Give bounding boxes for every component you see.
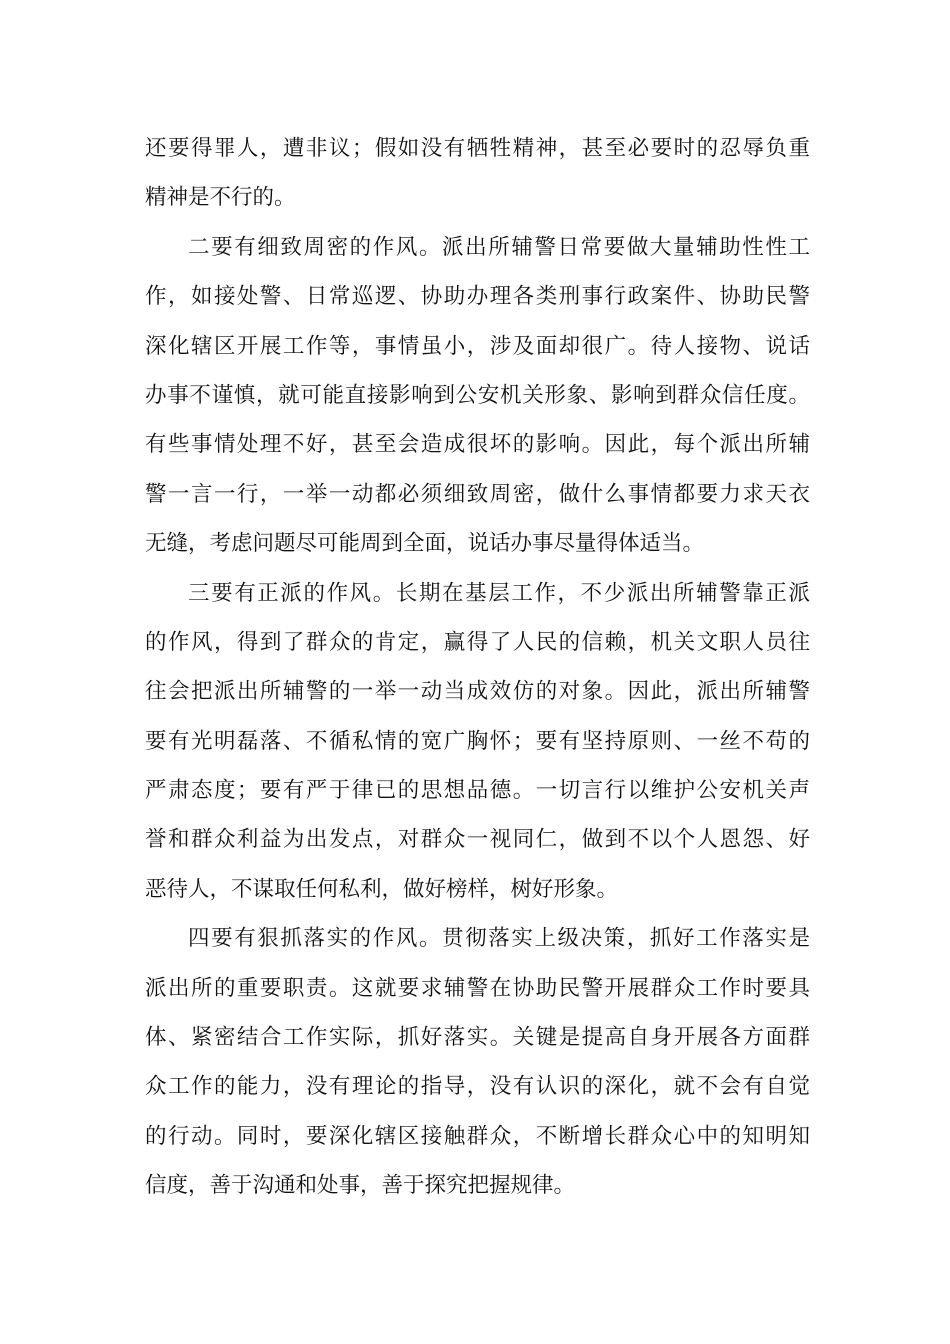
line-text: 三要有正派的作风。长期在基层工作，不少派出所辅警靠正派: [188, 580, 812, 606]
line-text: 无缝，考虑问题尽可能周到全面，说话办事尽量得体适当。: [145, 531, 705, 557]
text-line-22: [145, 1161, 810, 1210]
text-line-13: [145, 717, 810, 766]
line-text: 体、紧密结合工作实际，抓好落实。关键是提高自身开展各方面群: [145, 1025, 812, 1051]
line-text: 派出所的重要职责。这就要求辅警在协助民警开展群众工作时要具: [145, 975, 812, 1001]
text-line-2: [145, 173, 810, 222]
line-text: 四要有狠抓落实的作风。贯彻落实上级决策，抓好工作落实是: [188, 926, 812, 952]
text-line-3: [145, 223, 810, 272]
text-line-12: [145, 667, 810, 716]
text-line-1: [145, 124, 810, 173]
document-body: [145, 124, 810, 1211]
line-text: 二要有细致周密的作风。派出所辅警日常要做大量辅助性性工: [188, 234, 812, 260]
line-text: 严肃态度；要有严于律已的思想品德。一切言行以维护公安机关声: [145, 778, 812, 804]
text-line-20: [145, 1062, 810, 1111]
text-line-4: [145, 272, 810, 321]
text-line-17: [145, 914, 810, 963]
line-text: 办事不谨慎，就可能直接影响到公安机关形象、影响到群众信任度。: [145, 382, 811, 408]
line-text: 信度，善于沟通和处事，善于探究把握规律。: [145, 1173, 576, 1199]
line-text: 深化辖区开展工作等，事情虽小，涉及面却很广。待人接物、说话: [145, 333, 812, 359]
line-text: 誉和群众利益为出发点，对群众一视同仁，做到不以个人恩怨、好: [145, 827, 812, 853]
line-text: 众工作的能力，没有理论的指导，没有认识的深化，就不会有自觉: [145, 1074, 812, 1100]
text-line-21: [145, 1112, 810, 1161]
text-line-14: [145, 766, 810, 815]
line-text: 的行动。同时，要深化辖区接触群众，不断增长群众心中的知明知: [145, 1123, 812, 1149]
line-text: 精神是不行的。: [145, 185, 296, 211]
text-line-19: [145, 1013, 810, 1062]
line-text: 要有光明磊落、不循私情的宽广胸怀；要有坚持原则、一丝不苟的: [145, 728, 812, 754]
line-text: 警一言一行，一举一动都必须细致周密，做什么事情都要力求天衣: [145, 481, 812, 507]
line-text: 的作风，得到了群众的肯定，赢得了人民的信赖，机关文职人员往: [145, 629, 812, 655]
text-line-15: [145, 815, 810, 864]
line-text: 恶待人，不谋取任何私利，做好榜样，树好形象。: [145, 876, 619, 902]
line-text: 有些事情处理不好，甚至会造成很坏的影响。因此，每个派出所辅: [145, 432, 812, 458]
text-line-7: [145, 420, 810, 469]
text-line-9: [145, 519, 810, 568]
line-text: 往会把派出所辅警的一举一动当成效仿的对象。因此，派出所辅警: [145, 679, 812, 705]
text-line-16: [145, 865, 810, 914]
text-line-8: [145, 470, 810, 519]
text-line-5: [145, 322, 810, 371]
text-line-10: [145, 569, 810, 618]
text-line-18: [145, 964, 810, 1013]
line-text: 作，如接处警、日常巡逻、协助办理各类刑事行政案件、协助民警: [145, 284, 812, 310]
text-line-6: [145, 371, 810, 420]
line-text: 还要得罪人，遭非议；假如没有牺牲精神，甚至必要时的忍辱负重: [145, 136, 812, 161]
text-line-11: [145, 618, 810, 667]
